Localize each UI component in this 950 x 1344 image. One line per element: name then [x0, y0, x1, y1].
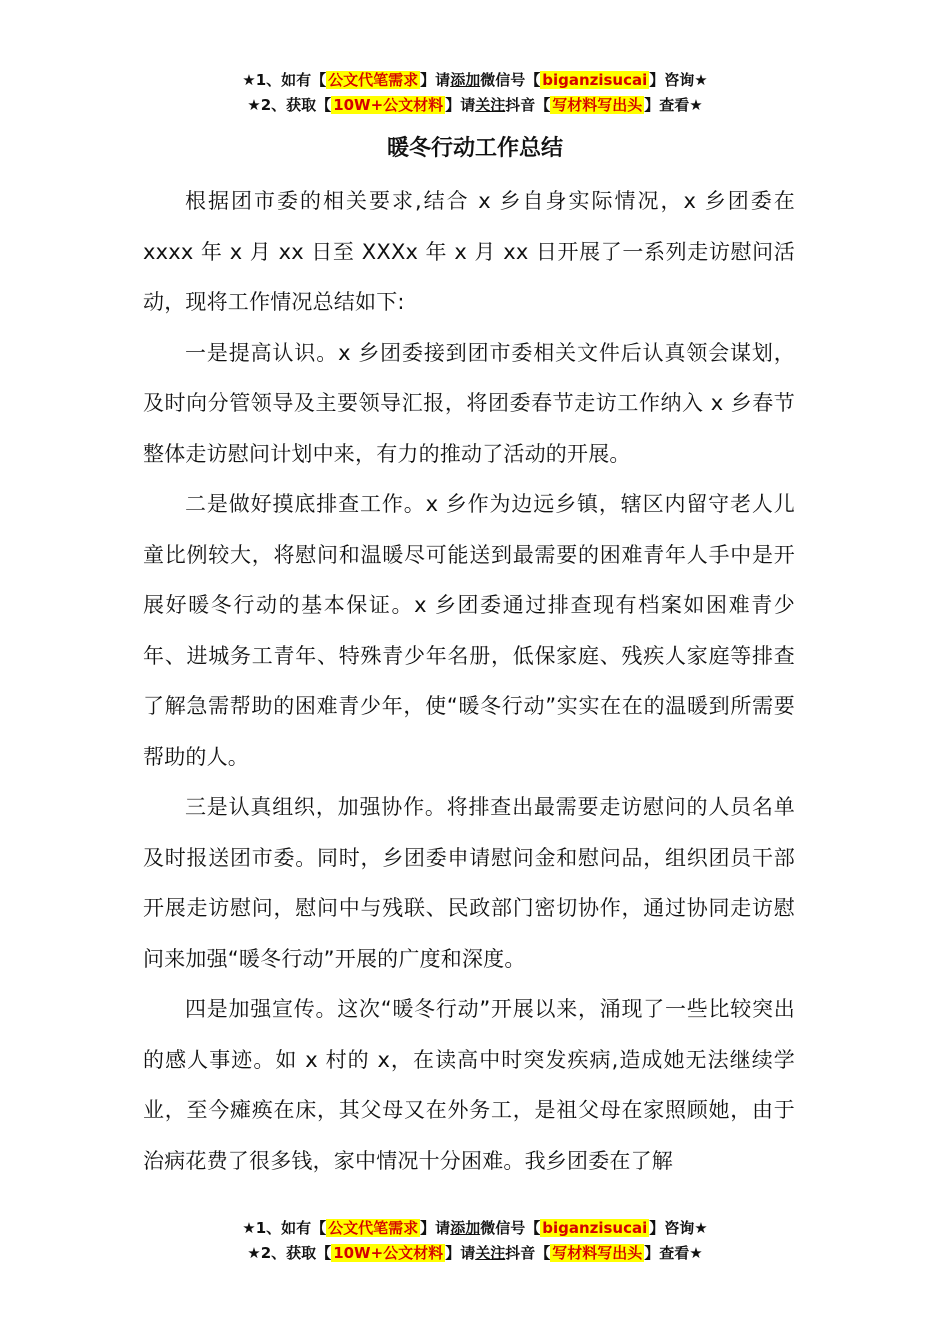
banner-underline: 关注: [475, 1244, 506, 1262]
banner-text: 】请: [420, 1219, 451, 1237]
banner-line-1: [0, 1216, 950, 1241]
banner-highlight: 公文代笔需求: [328, 1219, 419, 1237]
banner-highlight: 10W+公文材料: [333, 96, 444, 114]
banner-text: 抖音【: [505, 1244, 551, 1262]
banner-line-2: [0, 1241, 950, 1266]
banner-highlight: 10W+公文材料: [333, 1244, 444, 1262]
banner-text: 】查看★: [644, 1244, 703, 1262]
banner-text: 】查看★: [644, 96, 703, 114]
banner-line-1: [0, 68, 950, 93]
banner-text: 】请: [445, 1244, 476, 1262]
paragraph-1: 一是提高认识。x 乡团委接到团市委相关文件后认真领会谋划，及时向分管领导及主要领导汇报，将团委春节走访工作纳入 x 乡春节整体走访慰问计划中来，有力的推动了活动的开展。: [143, 340, 795, 466]
banner-text: 】咨询★: [649, 71, 708, 89]
banner-text: ★2、获取【: [247, 96, 332, 114]
banner-text: 微信号【: [480, 71, 541, 89]
banner-underline: 添加: [450, 1219, 481, 1237]
banner-underline: 添加: [450, 71, 481, 89]
paragraph-4: 四是加强宣传。这次“暖冬行动”开展以来，涌现了一些比较突出的感人事迹。如 x 村的 x，在读高中时突发疾病,造成她无法继续学业，至今瘫痪在床，其父母又在外务工，是祖父母在家照顾她，由于治病花费了很多钱，家中情况十分困难。我乡团委在了解: [143, 997, 795, 1173]
banner-highlight: biganzisucai: [542, 71, 648, 89]
top-banner: [0, 68, 950, 118]
banner-text: 】咨询★: [649, 1219, 708, 1237]
banner-line-2: [0, 93, 950, 118]
document-title: 暖冬行动工作总结: [386, 136, 563, 161]
banner-text: ★2、获取【: [247, 1244, 332, 1262]
banner-highlight: 公文代笔需求: [328, 71, 419, 89]
banner-text: 微信号【: [480, 1219, 541, 1237]
banner-underline: 关注: [475, 96, 506, 114]
banner-text: 】请: [420, 71, 451, 89]
banner-highlight: 写材料写出头: [552, 96, 643, 114]
banner-text: 抖音【: [505, 96, 551, 114]
banner-text: 】请: [445, 96, 476, 114]
banner-text: ★1、如有【: [242, 71, 327, 89]
paragraph-3: 三是认真组织，加强协作。将排查出最需要走访慰问的人员名单及时报送团市委。同时，乡团委申请慰问金和慰问品，组织团员干部开展走访慰问，慰问中与残联、民政部门密切协作，通过协同走访慰问来加强“暖冬行动”开展的广度和深度。: [143, 795, 795, 971]
document-body: [143, 176, 795, 1186]
banner-text: ★1、如有【: [242, 1219, 327, 1237]
bottom-banner: [0, 1216, 950, 1266]
paragraph-2: 二是做好摸底排查工作。x 乡作为边远乡镇，辖区内留守老人儿童比例较大，将慰问和温暖尽可能送到最需要的困难青年人手中是开展好暖冬行动的基本保证。x 乡团委通过排查现有档案如困难青少年、进城务工青年、特殊青少年名册，低保家庭、残疾人家庭等排查了解急需帮助的困难青少年，使“暖冬行动”实实在在的温暖到所需要帮助的人。: [143, 492, 795, 769]
paragraph-intro: 根据团市委的相关要求,结合 x 乡自身实际情况，x 乡团委在 xxxx 年 x 月 xx 日至 XXXx 年 x 月 xx 日开展了一系列走访慰问活动，现将工作情况总结如下:: [143, 189, 795, 314]
banner-highlight: biganzisucai: [542, 1219, 648, 1237]
banner-highlight: 写材料写出头: [552, 1244, 643, 1262]
